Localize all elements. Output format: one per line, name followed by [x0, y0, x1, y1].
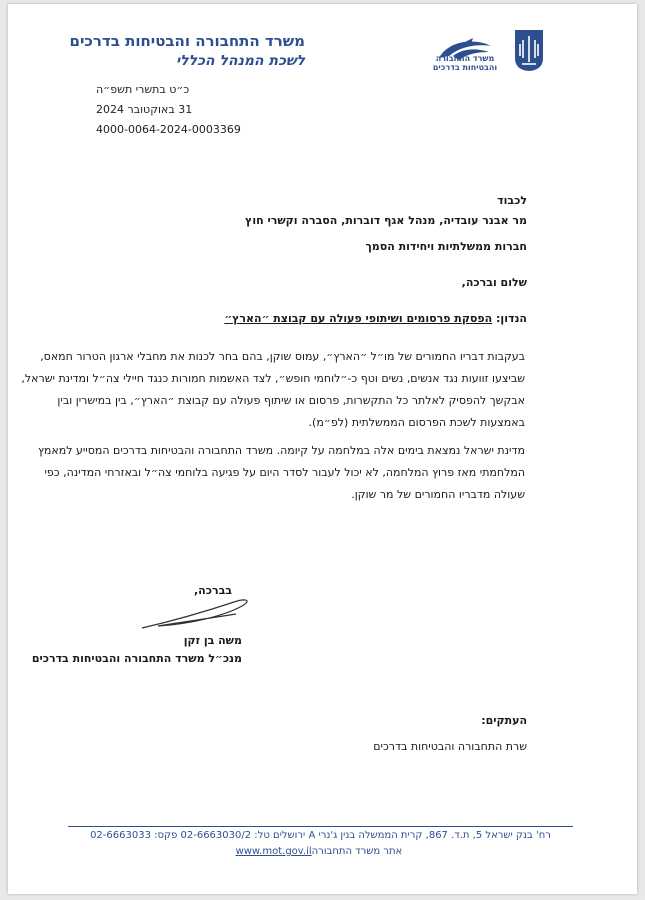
subject-text: הפסקת פרסומים ושיתופי פעולה עם קבוצת ״הארץ״ — [224, 312, 493, 325]
signer-name: משה בן זקן — [183, 634, 242, 647]
office-name: לשכת המנהל הכללי — [176, 53, 305, 69]
website-link[interactable]: www.mot.gov.il — [235, 846, 312, 857]
state-emblem-icon — [513, 28, 545, 72]
subject-line — [224, 312, 527, 325]
reference-number: 4000-0064-2024-0003369 — [96, 123, 241, 136]
addressee: מר אבנר עובדיה, מנהל אגף דוברות, הסברה וקשרי חוץ — [245, 214, 527, 227]
handwritten-signature — [138, 592, 258, 634]
hebrew-date: כ״ט בתשרי תשפ״ה — [96, 83, 190, 96]
ministry-logo-label: משרד התחבורה והבטיחות בדרכים — [432, 54, 498, 72]
signer-title: מנכ״ל משרד התחבורה והבטיחות בדרכים — [31, 652, 242, 665]
ministry-name: משרד התחבורה והבטיחות בדרכים — [69, 32, 305, 50]
website-label: אתר משרד התחבורה — [311, 846, 406, 857]
salutation-to: לכבוד — [497, 194, 527, 207]
closing-blessing: בברכה, — [193, 584, 232, 597]
body-paragraph: בעקבות דבריו החמורים של מו״ל ״הארץ״, עמוס שוקן, בהם בחר לכנות את מחבלי ארגון הטרור חמאס, שביצעו זוועות נגד אנשים, נשים וטף כ-״לוחמי חופש״, לצד האשמות חמורות כנגד חיילי צה״ל ומדינת ישראל, אבקשך להפסיק לאלתר כל התקשרות, פרסום או שיתוף פעולה עם קבוצת ״הארץ״, בין במישרין ובין באמצעות לשכת הפרסום הממשלתית (לפ״מ). — [21, 350, 525, 429]
subject-prefix: הנדון: — [496, 312, 527, 325]
copies-label: העתקים: — [481, 714, 527, 727]
gregorian-date: 31 באוקטובר 2024 — [96, 103, 193, 116]
letter-page — [8, 4, 637, 894]
copies-recipient: שרת התחבורה והבטיחות בדרכים — [373, 740, 527, 753]
recipient-organizations: חברות ממשלתיות ויחידות הסמך — [365, 240, 527, 253]
footer-website-line — [68, 846, 573, 857]
footer-divider — [68, 826, 573, 827]
greeting: שלום וברכה, — [461, 276, 527, 289]
body-paragraph: מדינת ישראל נמצאת בימים אלה במלחמה על קיומה. משרד התחבורה והבטיחות בדרכים המסייע למאמץ המלחמתי מאז פרוץ המלחמה, לא יכול לעבור לסדר היום על פגיעה בלוחמי צה״ל ובאזרחי המדינה, כפי שעולה מדבריו החמורים של מר שוקן. — [37, 444, 525, 501]
footer-address: רח' בנק ישראל 5, ת.ד. 867, קרית הממשלה בנין ג'נרי A ירושלים טל: 02-6663030/2 פקס: 02-6663033 — [90, 830, 551, 841]
